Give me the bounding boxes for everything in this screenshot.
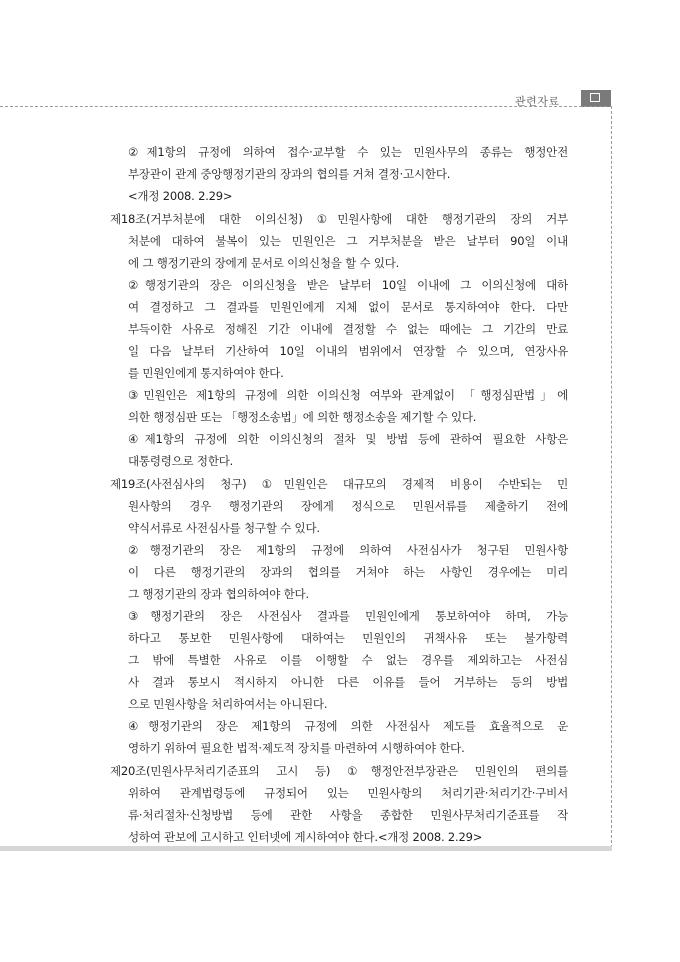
text-line: 부득이한 사유로 정해진 기간 이내에 결정할 수 없는 때에는 그 기간의 만료 xyxy=(128,322,568,336)
text-line: 를 민원인에게 통지하여야 한다. xyxy=(128,366,284,380)
text-line: 위하여 관계법령등에 규정되어 있는 민원사항의 처리기관·처리기간·구비서 xyxy=(128,786,568,800)
text-line: 하다고 통보한 민원사항에 대하여는 민원인의 귀책사유 또는 불가항력 xyxy=(128,631,568,645)
right-dashed-rule xyxy=(611,106,612,848)
text-line: 으로 민원사항을 처리하여서는 아니된다. xyxy=(128,697,328,711)
square-icon xyxy=(590,93,600,102)
text-line: 류·처리절차·신청방법 등에 관한 사항을 종합한 민원사무처리기준표를 작 xyxy=(128,808,568,822)
text-line: ②행정기관의 장은 이의신청을 받은 날부터 10일 이내에 그 이의신청에 대하 xyxy=(128,278,568,292)
text-line: 대통령령으로 정한다. xyxy=(128,454,234,468)
text-line: 영하기 위하여 필요한 법적·제도적 장치를 마련하여 시행하여야 한다. xyxy=(128,741,465,755)
text-line: 약식서류로 사전심사를 청구할 수 있다. xyxy=(128,521,320,535)
text-line: ②행정기관의 장은 제1항의 규정에 의하여 사전심사가 청구된 민원사항 xyxy=(128,543,568,557)
text-line: 제19조(사전심사의 청구) ①민원인은 대규모의 경제적 비용이 수반되는 민 xyxy=(110,477,568,491)
text-line: ③행정기관의 장은 사전심사 결과를 민원인에게 통보하여야 하며, 가능 xyxy=(128,609,568,623)
text-line: ②제1항의 규정에 의하여 접수·교부할 수 있는 민원사무의 종류는 행정안전 xyxy=(128,145,568,159)
text-line: 원사항의 경우 행정기관의 장에게 정식으로 민원서류를 제출하기 전에 xyxy=(128,499,568,513)
text-line: ④제1항의 규정에 의한 이의신청의 절차 및 방법 등에 관하여 필요한 사항은 xyxy=(128,432,568,446)
text-line: 이 다른 행정기관의 장과의 협의를 거쳐야 하는 사항인 경우에는 미리 xyxy=(128,565,568,579)
text-line: 사 결과 통보시 적시하지 아니한 다른 이유를 들어 거부하는 등의 방법 xyxy=(128,675,568,689)
text-line: 여 결정하고 그 결과를 민원인에게 지체 없이 문서로 통지하여야 한다. 다만 xyxy=(128,300,568,314)
running-header-box xyxy=(581,90,611,107)
text-line: 그 밖에 특별한 사유로 이를 이행할 수 없는 경우를 제외하고는 사전심 xyxy=(128,653,568,667)
text-line: 제18조(거부처분에 대한 이의신청) ①민원사항에 대한 행정기관의 장의 거부 xyxy=(110,212,568,226)
top-dashed-rule xyxy=(0,106,612,107)
text-line: ④행정기관의 장은 제1항의 규정에 의한 사전심사 제도를 효율적으로 운 xyxy=(128,719,568,733)
text-line: 제20조(민원사무처리기준표의 고시 등) ①행정안전부장관은 민원인의 편의를 xyxy=(110,764,568,778)
text-line: 에 그 행정기관의 장에게 문서로 이의신청을 할 수 있다. xyxy=(128,256,400,270)
text-line: 부장관이 관계 중앙행정기관의 장과의 협의를 거쳐 결정·고시한다. xyxy=(128,167,451,181)
running-header-label: 관련자료 xyxy=(515,95,560,108)
text-line: 처분에 대하여 불복이 있는 민원인은 그 거부처분을 받은 날부터 90일 이내 xyxy=(128,234,568,248)
text-line: <개정 2008. 2.29> xyxy=(128,189,233,203)
bottom-shadow-bar xyxy=(0,846,612,851)
text-line: 그 행정기관의 장과 협의하여야 한다. xyxy=(128,587,309,601)
text-line: 성하여 관보에 고시하고 인터넷에 게시하여야 한다.<개정 2008. 2.29> xyxy=(128,830,483,844)
text-line: 일 다음 날부터 기산하여 10일 이내의 범위에서 연장할 수 있으며, 연장사유 xyxy=(128,344,568,358)
text-line: 의한 행정심판 또는 「행정소송법」에 의한 행정소송을 제기할 수 있다. xyxy=(128,410,477,424)
text-line: ③민원인은 제1항의 규정에 의한 이의신청 여부와 관계없이 「행정심판법」에 xyxy=(128,388,568,402)
